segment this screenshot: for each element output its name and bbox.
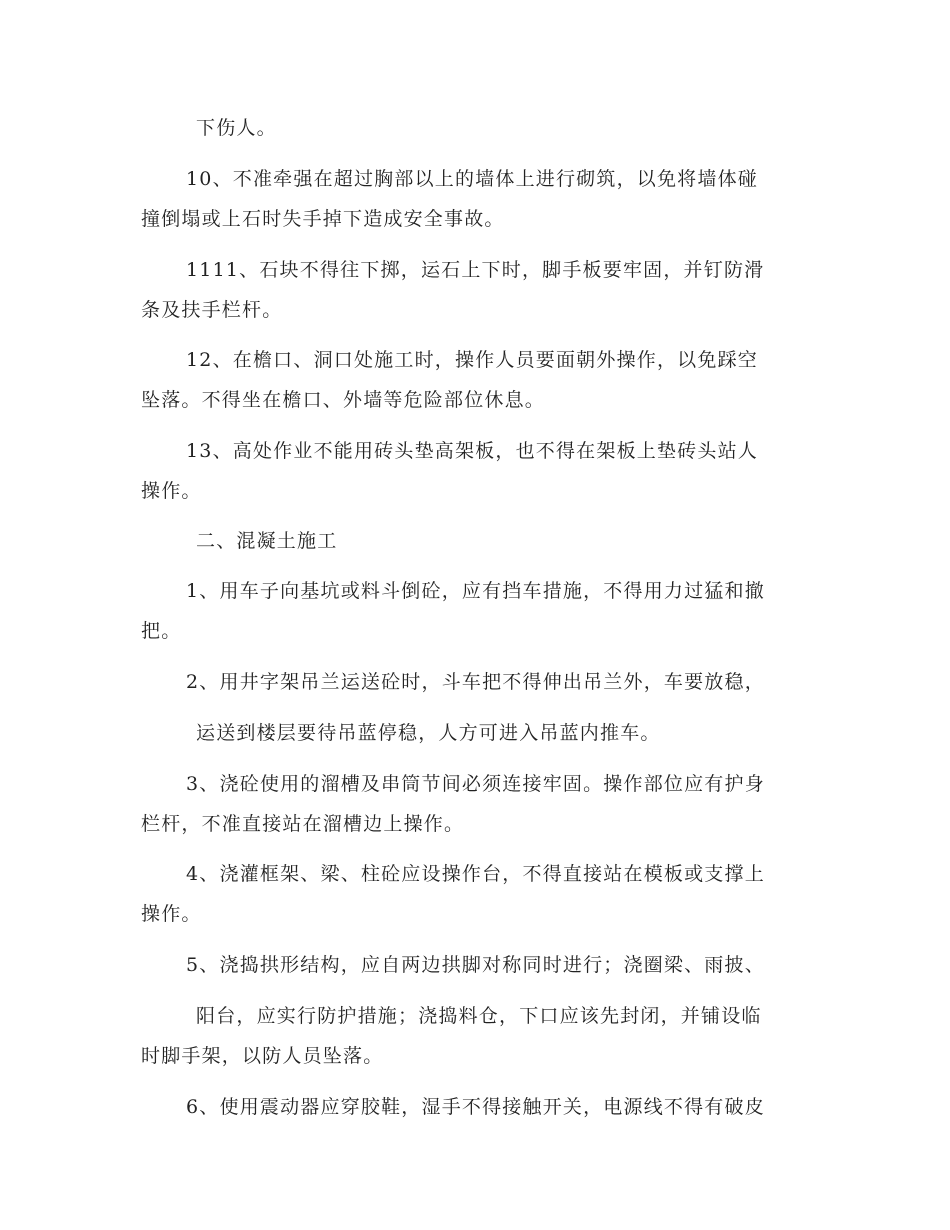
text-line: 13、高处作业不能用砖头垫高架板，也不得在架板上垫砖头站人 xyxy=(186,440,758,462)
text-line: 操作。 xyxy=(141,480,202,502)
text-line: 5、浇捣拱形结构，应自两边拱脚对称同时进行；浇圈梁、雨披、 xyxy=(186,954,765,976)
text-line: 12、在檐口、洞口处施工时，操作人员要面朝外操作，以免踩空 xyxy=(186,349,758,371)
text-line: 时脚手架，以防人员坠落。 xyxy=(141,1045,384,1067)
section-heading: 二、混凝土施工 xyxy=(196,530,338,552)
text-line: 10、不准牵强在超过胸部以上的墙体上进行砌筑，以免将墙体碰 xyxy=(186,168,758,190)
text-line: 2、用井字架吊兰运送砼时，斗车把不得伸出吊兰外，车要放稳， xyxy=(186,671,765,693)
text-line: 阳台，应实行防护措施；浇捣料仓，下口应该先封闭，并铺设临 xyxy=(196,1005,762,1027)
text-line: 操作。 xyxy=(141,903,202,925)
text-line: 4、浇灌框架、梁、柱砼应设操作台，不得直接站在模板或支撑上 xyxy=(186,863,765,885)
text-line: 3、浇砼使用的溜槽及串筒节间必须连接牢固。操作部位应有护身 xyxy=(186,773,765,795)
text-line: 坠落。不得坐在檐口、外墙等危险部位休息。 xyxy=(141,389,546,411)
text-line: 撞倒塌或上石时失手掉下造成安全事故。 xyxy=(141,208,505,230)
text-line: 栏杆，不准直接站在溜槽边上操作。 xyxy=(141,813,465,835)
text-line: 1111、石块不得往下掷，运石上下时，脚手板要牢固，并钉防滑 xyxy=(186,259,765,281)
text-line: 运送到楼层要待吊蓝停稳，人方可进入吊蓝内推车。 xyxy=(196,722,661,744)
text-line: 1、用车子向基坑或料斗倒砼，应有挡车措施，不得用力过猛和撤 xyxy=(186,580,765,602)
text-line: 把。 xyxy=(141,620,182,642)
text-line: 6、使用震动器应穿胶鞋，湿手不得接触开关，电源线不得有破皮 xyxy=(186,1096,765,1118)
text-line: 下伤人。 xyxy=(196,117,277,139)
text-line: 条及扶手栏杆。 xyxy=(141,299,283,321)
